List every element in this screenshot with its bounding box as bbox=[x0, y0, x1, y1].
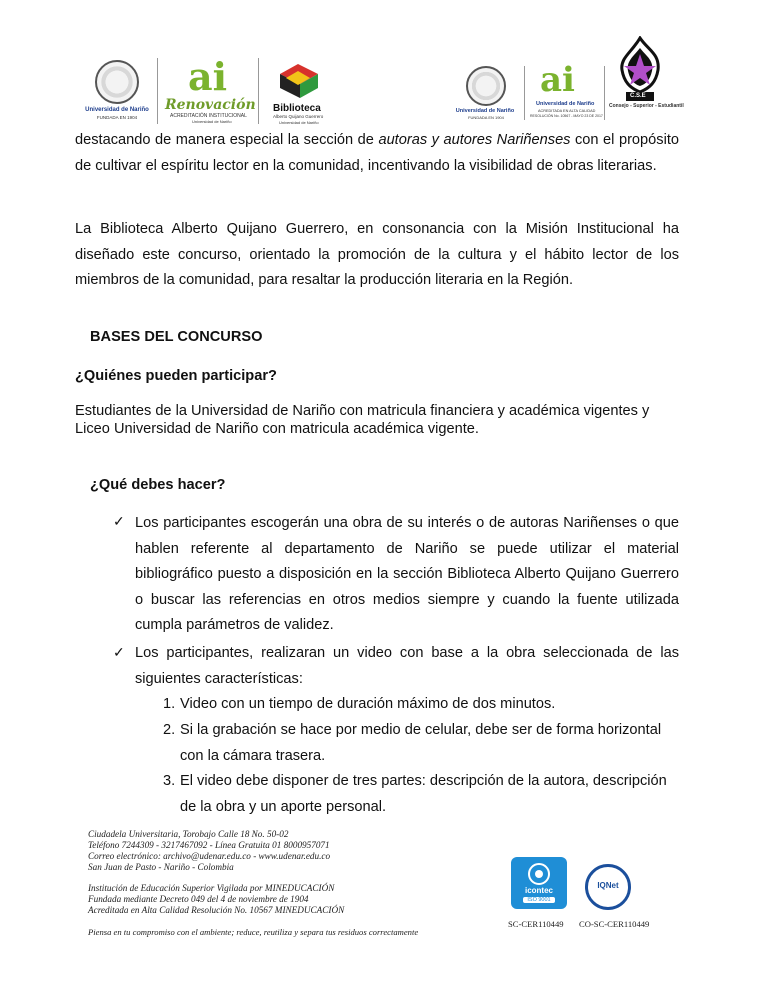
footer-vigilada: Institución de Educación Superior Vigilada por MINEDUCACIÓN bbox=[88, 883, 335, 893]
list-item: El video debe disponer de tres partes: descripción de la autora, descripción de la obra y un aporte personal. bbox=[180, 773, 667, 815]
udenar-founded-2: FUNDADA EN 1904 bbox=[468, 115, 504, 120]
udenar-name-2: Universidad de Nariño bbox=[455, 108, 515, 114]
udenar-name: Universidad de Nariño bbox=[85, 107, 149, 113]
list-number: 1. bbox=[163, 696, 176, 712]
udenar-seal-logo-2 bbox=[466, 66, 506, 106]
icontec-label: icontec bbox=[524, 886, 553, 895]
acreditacion-label: ACREDITACIÓN INSTITUCIONAL bbox=[170, 113, 247, 119]
footer-city: San Juan de Pasto - Nariño - Colombia bbox=[88, 862, 234, 872]
iqnet-label: IQNet bbox=[597, 881, 619, 890]
footer-decreto: Fundada mediante Decreto 049 del 4 de noviembre de 1904 bbox=[88, 894, 309, 904]
ai-caption-2c: RESOLUCIÓN No. 10567 - MAYO 23 DE 2017 bbox=[530, 114, 603, 118]
acreditacion-sub-label: Universidad de Nariño bbox=[192, 119, 232, 124]
intro-text-a: destacando de manera especial la sección de bbox=[75, 132, 379, 148]
paragraph-mission: La Biblioteca Alberto Quijano Guerrero, en consonancia con la Misión Institucional ha diseñado este concurso, orientado la promoción de la cultura y el hábito lector de los miembros de la comunidad, para resaltar la producción literaria en la Región. bbox=[75, 221, 679, 288]
logo-divider bbox=[157, 58, 158, 124]
csf-caption: Consejo - Superior - Estudiantil bbox=[609, 103, 684, 109]
ai-letters-2: ai bbox=[540, 60, 575, 100]
intro-emphasis: autoras y autores Nariñenses bbox=[378, 132, 571, 148]
csf-letters: C.S.E bbox=[630, 93, 646, 99]
ai-caption-2: Universidad de Nariño bbox=[536, 101, 595, 107]
iqnet-cert-logo bbox=[585, 864, 631, 910]
udenar-seal-logo bbox=[95, 60, 139, 104]
paragraph-who: Estudiantes de la Universidad de Nariño con matricula financiera y académica vigentes y Liceo Universidad de Nariño con matricula académica vigente. bbox=[75, 403, 650, 437]
check-icon: ✓ bbox=[113, 513, 125, 529]
bullet-item-2: Los participantes, realizaran un video con base a la obra seleccionada de las siguientes características: bbox=[135, 645, 679, 687]
heading-who: ¿Quiénes pueden participar? bbox=[75, 368, 277, 384]
footer-email: Correo electrónico: archivo@udenar.edu.co - www.udenar.edu.co bbox=[88, 851, 331, 861]
heading-what: ¿Qué debes hacer? bbox=[90, 477, 226, 493]
logo-divider bbox=[604, 66, 605, 120]
intro-text-b: con el bbox=[570, 132, 615, 148]
intro-text-rest: propósito de cultivar el espíritu lector en la comunidad, incentivando la visibilidad de obras literarias. bbox=[75, 132, 679, 174]
udenar-founded: FUNDADA EN 1904 bbox=[96, 115, 138, 120]
list-number: 2. bbox=[163, 722, 176, 738]
bullet-item-1: Los participantes escogerán una obra de su interés o de autoras Nariñenses o que hablen referente al departamento de Nariño se puede utilizar el material bibliográfico puesto a disposición en la sección Biblioteca Alberto Quijano Guerrero o buscar las referencias en otros medios siempre y cuando la fuente utilizada cumpla parámetros de validez. bbox=[135, 515, 679, 633]
logo-divider bbox=[258, 58, 259, 124]
biblioteca-label: Biblioteca bbox=[273, 103, 321, 114]
cert-code-1: SC-CER110449 bbox=[508, 919, 564, 929]
list-item: Video con un tiempo de duración máximo de dos minutos. bbox=[180, 696, 556, 712]
list-item: Si la grabación se hace por medio de celular, debe ser de forma horizontal con la cámara trasera. bbox=[180, 722, 662, 764]
ai-logo bbox=[188, 54, 227, 99]
intro-paragraph bbox=[75, 128, 679, 179]
icontec-cert-logo bbox=[511, 857, 567, 909]
footer-phone: Teléfono 7244309 - 3217467092 - Línea Gratuita 01 8000957071 bbox=[88, 840, 330, 850]
cert-code-2: CO-SC-CER110449 bbox=[579, 919, 650, 929]
footer-environment-note: Piensa en tu compromiso con el ambiente; reduce, reutiliza y separa tus residuos correctamente bbox=[88, 927, 419, 937]
biblioteca-sub-label: Alberto Quijano Guerrero bbox=[273, 114, 324, 119]
footer-address: Ciudadela Universitaria, Torobajo Calle 18 No. 50-02 bbox=[88, 829, 289, 839]
ai-logo-2 bbox=[540, 60, 575, 100]
biblioteca-sub-label-2: Universidad de Nariño bbox=[279, 120, 319, 125]
section-title-bases: BASES DEL CONCURSO bbox=[90, 329, 263, 345]
list-number: 3. bbox=[163, 773, 176, 789]
logo-divider bbox=[524, 66, 525, 120]
ai-letters: ai bbox=[188, 54, 228, 99]
iso-label: ISO 9001 bbox=[523, 897, 555, 903]
biblioteca-book-logo bbox=[276, 60, 322, 102]
renovacion-label: Renovación bbox=[165, 97, 256, 113]
icontec-emblem-icon bbox=[511, 859, 567, 889]
footer-acreditada: Acreditada en Alta Calidad Resolución No. 10567 MINEDUCACIÓN bbox=[88, 905, 345, 915]
ai-caption-2b: ACREDITADA EN ALTA CALIDAD bbox=[538, 109, 596, 113]
check-icon: ✓ bbox=[113, 644, 125, 660]
